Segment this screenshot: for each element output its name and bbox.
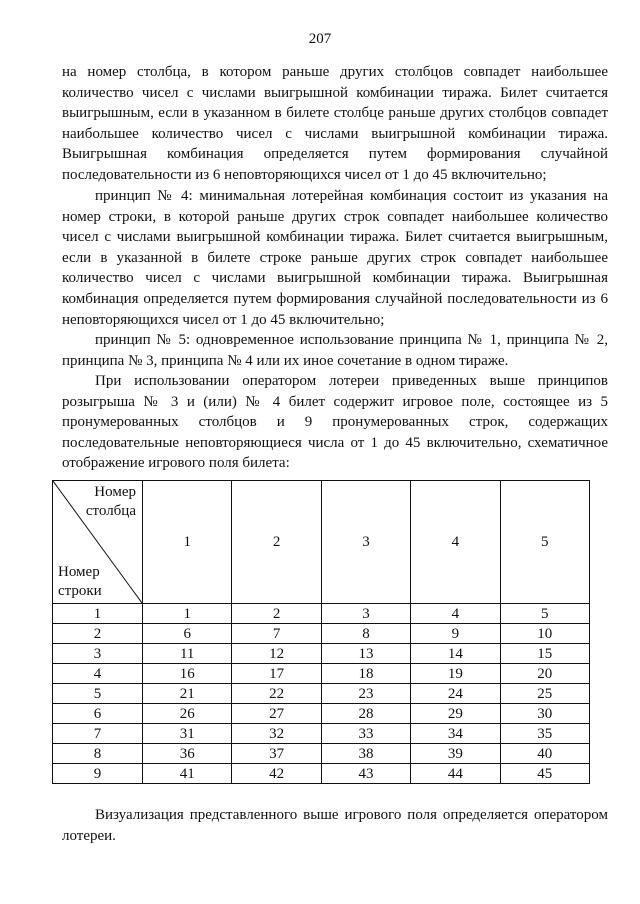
table-cell: 22 bbox=[232, 684, 321, 704]
table-cell: 9 bbox=[411, 624, 500, 644]
table-cell: 35 bbox=[500, 724, 589, 744]
row-label: 3 bbox=[53, 644, 143, 664]
table-cell: 29 bbox=[411, 704, 500, 724]
table-cell: 11 bbox=[143, 644, 232, 664]
table-cell: 25 bbox=[500, 684, 589, 704]
row-number-label bbox=[58, 563, 108, 601]
column-number-label bbox=[84, 483, 136, 521]
column-header-5: 5 bbox=[500, 481, 589, 604]
paragraph-visualization: Визуализация представленного выше игрового поля определяется оператором лотереи. bbox=[62, 807, 608, 844]
row-label: 2 bbox=[53, 624, 143, 644]
table-cell: 28 bbox=[321, 704, 410, 724]
table-cell: 23 bbox=[321, 684, 410, 704]
column-number-label-text: Номер столбца bbox=[85, 484, 136, 519]
table-cell: 10 bbox=[500, 624, 589, 644]
row-label: 9 bbox=[53, 764, 143, 784]
table-cell: 31 bbox=[143, 724, 232, 744]
table-cell: 43 bbox=[321, 764, 410, 784]
table-cell: 2 bbox=[232, 604, 321, 624]
column-header-3: 3 bbox=[321, 481, 410, 604]
table-cell: 44 bbox=[411, 764, 500, 784]
row-label: 1 bbox=[53, 604, 143, 624]
table-cell: 45 bbox=[500, 764, 589, 784]
table-cell: 36 bbox=[143, 744, 232, 764]
row-label: 8 bbox=[53, 744, 143, 764]
paragraph-continuation: на номер столбца, в котором раньше других столбцов совпадет наибольшее количество чисел с числами выигрышной комбинации тиража. Билет считается выигрышным, если в указанном в билете столбце раньше других столбцов совпадет наибольшее количество чисел с числами выигрышной комбинации тиража. Выигрышная комбинация определяется путем формирования случайной последовательности из 6 неповторяющихся чисел от 1 до 45 включительно; bbox=[62, 64, 608, 183]
row-number-label-text: Номер строки bbox=[58, 564, 102, 599]
table-cell: 1 bbox=[143, 604, 232, 624]
table-cell: 19 bbox=[411, 664, 500, 684]
table-cell: 34 bbox=[411, 724, 500, 744]
paragraph-principle-4: принцип № 4: минимальная лотерейная комбинация состоит из указания на номер строки, в которой раньше других строк совпадет наибольшее количество чисел с числами выигрышной комбинации тиража. Билет считается выигрышным, если в указанной в билете строке раньше других строк совпадет наибольшее количество чисел с числами выигрышной комбинации тиража. Выигрышная комбинация определяется путем формирования случайной последовательности из 6 неповторяющихся чисел от 1 до 45 включительно; bbox=[62, 188, 608, 328]
row-label: 6 bbox=[53, 704, 143, 724]
table-cell: 24 bbox=[411, 684, 500, 704]
page-number: 207 bbox=[308, 31, 332, 47]
table-row bbox=[53, 604, 590, 624]
table-row bbox=[53, 644, 590, 664]
table-cell: 37 bbox=[232, 744, 321, 764]
table-cell: 18 bbox=[321, 664, 410, 684]
table-cell: 32 bbox=[232, 724, 321, 744]
column-header-4: 4 bbox=[411, 481, 500, 604]
table-cell: 8 bbox=[321, 624, 410, 644]
table-row bbox=[53, 624, 590, 644]
table-cell: 14 bbox=[411, 644, 500, 664]
game-field-table bbox=[52, 480, 590, 784]
row-label: 5 bbox=[53, 684, 143, 704]
table-row bbox=[53, 724, 590, 744]
table-cell: 7 bbox=[232, 624, 321, 644]
table-cell: 40 bbox=[500, 744, 589, 764]
table-cell: 16 bbox=[143, 664, 232, 684]
table-cell: 15 bbox=[500, 644, 589, 664]
table-cell: 27 bbox=[232, 704, 321, 724]
table-cell: 6 bbox=[143, 624, 232, 644]
table-header-row bbox=[53, 481, 590, 604]
table-corner-cell bbox=[53, 481, 143, 604]
paragraph-game-field-intro: При использовании оператором лотереи приведенных выше принципов розыгрыша № 3 и (или) № 4 билет содержит игровое поле, состоящее из 5 пронумерованных столбцов и 9 пронумерованных строк, содержащих последовательные неповторяющиеся числа от 1 до 45 включительно, схематичное отображение игрового поля билета: bbox=[62, 373, 608, 472]
table-cell: 41 bbox=[143, 764, 232, 784]
table-row bbox=[53, 664, 590, 684]
table-cell: 17 bbox=[232, 664, 321, 684]
table-cell: 33 bbox=[321, 724, 410, 744]
table-cell: 3 bbox=[321, 604, 410, 624]
row-label: 7 bbox=[53, 724, 143, 744]
table-cell: 4 bbox=[411, 604, 500, 624]
table-cell: 39 bbox=[411, 744, 500, 764]
column-header-2: 2 bbox=[232, 481, 321, 604]
table-cell: 21 bbox=[143, 684, 232, 704]
table-cell: 38 bbox=[321, 744, 410, 764]
table-cell: 26 bbox=[143, 704, 232, 724]
table-cell: 42 bbox=[232, 764, 321, 784]
table-row bbox=[53, 764, 590, 784]
table-cell: 20 bbox=[500, 664, 589, 684]
paragraph-principle-5: принцип № 5: одновременное использование принципа № 1, принципа № 2, принципа № 3, принципа № 4 или их иное сочетание в одном тираже. bbox=[62, 332, 608, 369]
column-header-1: 1 bbox=[143, 481, 232, 604]
row-label: 4 bbox=[53, 664, 143, 684]
table-cell: 13 bbox=[321, 644, 410, 664]
table-row bbox=[53, 704, 590, 724]
table-cell: 5 bbox=[500, 604, 589, 624]
table-cell: 30 bbox=[500, 704, 589, 724]
table-cell: 12 bbox=[232, 644, 321, 664]
table-row bbox=[53, 744, 590, 764]
table-row bbox=[53, 684, 590, 704]
